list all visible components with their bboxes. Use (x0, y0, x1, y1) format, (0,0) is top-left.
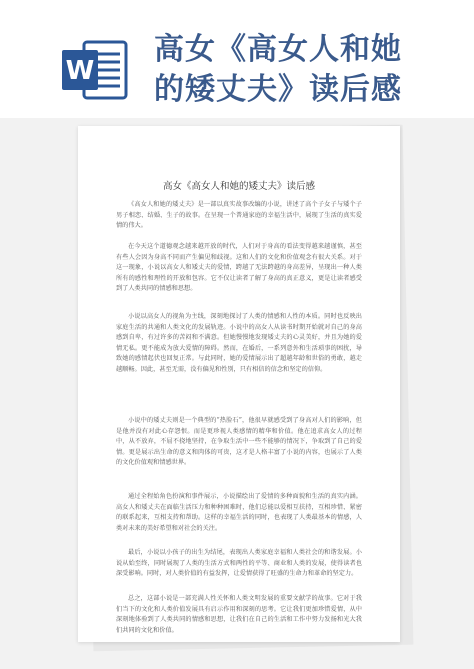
page-title-line1: 高女《高女人和她 (154, 32, 402, 67)
page-title-line2: 的矮丈夫》读后感 (154, 72, 402, 107)
paragraph-4: 小说中的矮丈夫则是一个典型的“热脸石”，他很早就感受到了身高对人们的影响，但是他并没有对此心存怨恨。而是更珍视人类感情的精华和价值。他在追求高女人的过程中，从不放弃，不屈不挠地坚持，在争取生活中一些不能够的情况下，争取到了自己的爱情。更是展示出生命的意义和肉体的可贵，这才是人格丰富了小说的内容，也展示了人类的文化价值观和情感世界。 (116, 417, 362, 466)
page-title (154, 30, 402, 110)
logo-letter: W (65, 56, 95, 86)
paragraph-1: 《高女人和她的矮丈夫》是一部以真实故事改编的小说，讲述了高个子女子与矮个子男子相恋、结婚、生子的故事。在呈现一个普通家庭的幸福生活中，展现了生活的真实爱情的伟大。 (116, 201, 362, 229)
document-page (78, 126, 400, 642)
paragraph-6: 最后，小说以小孩子的出生为结尾，表现出人类家庭幸福和人类社会的和谐发展。小说从始至终，同时展现了人类的生活方式和两性的平等、商业和人类的发展，使得读者也深受影响。同时，对人类价值的有益发挥，让爱情获得了旺盛的生命力和革命的坚定力。 (116, 549, 362, 577)
header-banner (0, 0, 474, 118)
document-title: 高女《高女人和她的矮丈夫》读后感 (162, 181, 315, 192)
paragraph-3: 小说以高女人的视角为主线，深刻地探讨了人类的情感和人性的本质。同时也反映出家庭生活的共通和人类文化的发展轨迹。小说中的高女人从读书时期开始就对自己的身高感到自卑，有过许多的苦闷和不满意。但她慢慢地发现矮丈夫的心灵美好，并且为她的爱情无私。更不能成为放大爱情的障碍。然而，在婚后，一系列意外和生活琐事的困扰，导致她的感情起伏也回复正常。与此同时，她的爱情展示出了超越年龄和世俗的勇敢，越走越顺畅。因此，甚至无需，没有偏见和性别，只有相信的信念和坚定的信仰。 (116, 313, 362, 373)
word-document-icon (62, 40, 128, 100)
paragraph-5: 通过全程始角色扮演和事件展示，小说描绘出了爱情的多种面貌和生活的真实内涵。高女人和矮丈夫在面临生活压力和种种困难时，他们总能以爱相互扶持，互相珍惜、紧密的联系起来，互相支持和帮助。这样的幸福生活的同时，也表现了人类最基本的情感，人类对未来的美好希望和对社会的关注。 (116, 493, 362, 532)
paragraph-7: 总之，这部小说是一部充满人性关怀和人类文明发展的重要文献学的故事。它对于我们当下的文化和人类价值发展具有启示作用和深刻的思考。它让我们更加珍惜爱情，从中深刻地体验到了人类共同的情感和思想，让我们在自己的生活和工作中努力发扬和光大我们共同的文化和价值。 (116, 595, 362, 634)
paragraph-2: 在今天这个道德观念越来越开放的时代，人们对于身高的看法变得越来越谨慎，甚至有些人会因为身高不同而产生偏见和歧视。这和人们的文化和价值观念有很大关系。对于这一现象，小说以高女人和矮丈夫的爱情，跨越了无法跨越的身高差异，呈现出一种人类所有的感性和理性的开放和包容。它不仅让读者了解了身高的真正意义，更是让读者感受到了人类共同的情感和思想。 (116, 243, 362, 292)
